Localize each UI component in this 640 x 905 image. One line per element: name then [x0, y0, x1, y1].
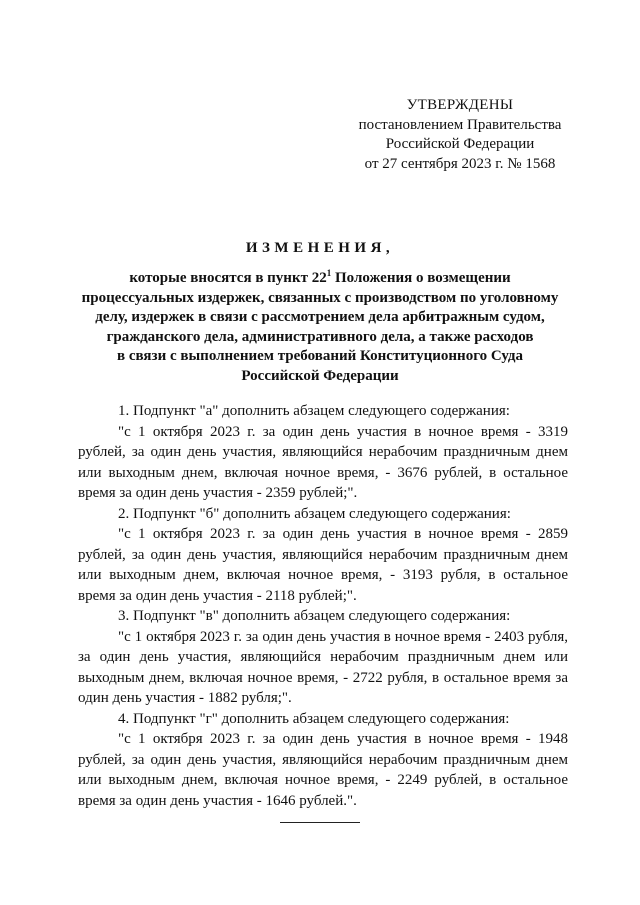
approval-heading: УТВЕРЖДЕНЫ — [406, 97, 514, 113]
amendment-item-3 — [78, 606, 568, 709]
approval-line-2: Российской Федерации — [385, 136, 535, 152]
amendment-intro: 2. Подпункт "б" дополнить абзацем следующего содержания: — [118, 505, 511, 522]
document-title: ИЗМЕНЕНИЯ, — [245, 240, 395, 256]
amendment-intro: 1. Подпункт "а" дополнить абзацем следующего содержания: — [118, 403, 510, 419]
amendment-item-2 — [78, 504, 568, 607]
approval-block — [340, 96, 580, 174]
amendment-text: "с 1 октября 2023 г. за один день участия в ночное время - 3319 рублей, за один день участия, являющийся нерабочим праздничным днем или выходным днем, включая ночное время, - 3676 рублей, в остальное время за один день участия - 2359 рублей;". — [78, 423, 568, 501]
subtitle-line-6: Российской Федерации — [241, 367, 399, 384]
subtitle-line-3: делу, издержек в связи с рассмотрением дела арбитражным судом, — [95, 309, 545, 325]
subtitle-line-4: гражданского дела, административного дела, а также расходов — [106, 328, 534, 345]
subtitle-superscript: 1 — [326, 268, 332, 278]
amendment-text: "с 1 октября 2023 г. за один день участия в ночное время - 2859 рублей, за один день участия, являющийся нерабочим праздничным днем или выходным днем, включая ночное время, - 3193 рубля, в остальное время за один день участия - 2118 рублей;". — [78, 526, 568, 604]
document-subtitle — [60, 269, 580, 386]
approval-line-3: от 27 сентября 2023 г. № 1568 — [364, 155, 556, 172]
amendment-intro: 3. Подпункт "в" дополнить абзацем следующего содержания: — [118, 608, 511, 624]
amendment-text: "с 1 октября 2023 г. за один день участия в ночное время - 2403 рубля, за один день участия, являющийся нерабочим праздничным днем или выходным днем, включая ночное время, - 2722 рубля, в остальное время за один день участия - 1882 рубля;". — [78, 628, 568, 706]
approval-line-1: постановлением Правительства — [358, 116, 562, 133]
subtitle-line-1-start: которые вносятся в пункт 22 — [129, 270, 327, 286]
amendment-item-4 — [78, 709, 568, 812]
subtitle-line-1-end: Положения о возмещении — [331, 270, 511, 286]
amendment-item-1 — [78, 401, 568, 504]
end-divider — [280, 822, 360, 823]
subtitle-line-1 — [60, 269, 580, 289]
document-body — [78, 401, 568, 811]
subtitle-line-2: процессуальных издержек, связанных с производством по уголовному — [81, 289, 559, 306]
amendment-intro: 4. Подпункт "г" дополнить абзацем следующего содержания: — [118, 710, 510, 727]
subtitle-line-5: в связи с выполнением требований Конституционного Суда — [117, 348, 523, 364]
amendment-text: "с 1 октября 2023 г. за один день участия в ночное время - 1948 рублей, за один день участия, являющийся нерабочим праздничным днем или выходным днем, включая ночное время, - 2249 рублей, в остальное время за один день участия - 1646 рублей.". — [78, 731, 568, 809]
